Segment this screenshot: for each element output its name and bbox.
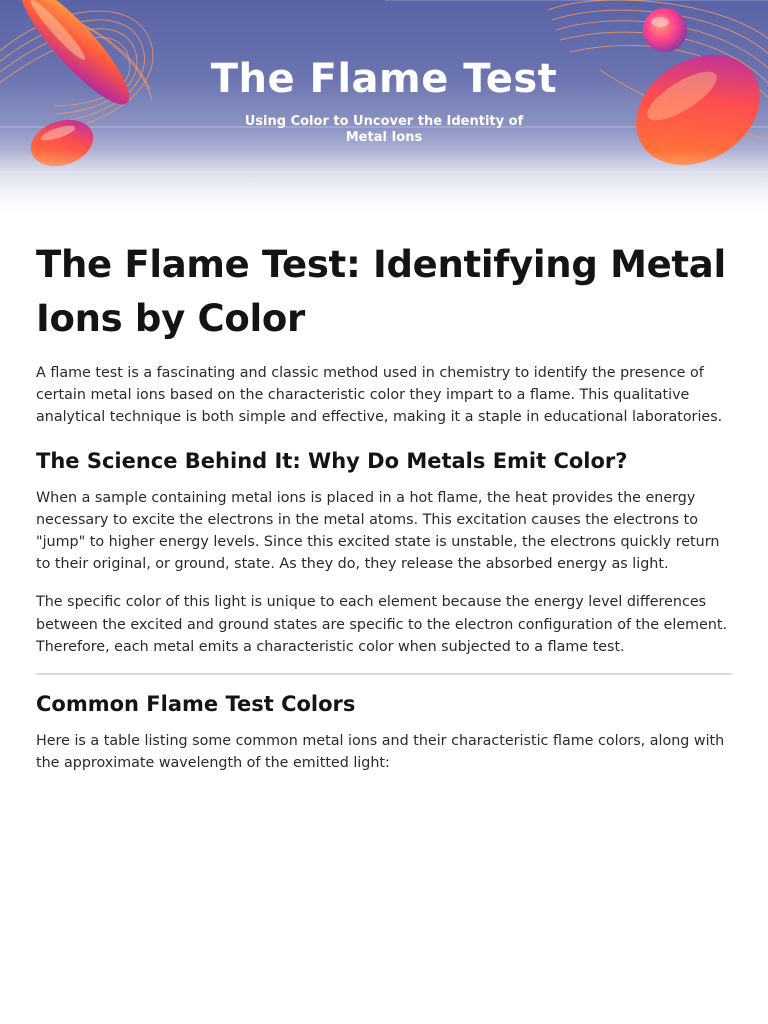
science-paragraph-1: When a sample containing metal ions is placed in a hot flame, the heat provides the energy necessary to excite the electrons in the metal atoms. This excitation causes the electrons to "jump" to higher energy levels. Since this excited state is unstable, the electrons quickly return to their original, or ground, state. As they do, they release the absorbed energy as light. [36, 489, 720, 573]
science-paragraph-2: The specific color of this light is unique to each element because the energy level differences between the excited and ground states are specific to the electron configuration of the element. Therefore, each metal emits a characteristic color when subjected to a flame test. [36, 594, 728, 655]
article-title: The Flame Test: Identifying Metal Ions by Color [36, 243, 726, 340]
hero-banner [0, 0, 768, 220]
hero-title: The Flame Test [210, 56, 558, 102]
sphere-shape-right [643, 8, 687, 52]
intro-paragraph: A flame test is a fascinating and classic method used in chemistry to identify the presence of certain metal ions based on the characteristic color they impart to a flame. This qualitative analytical technique is both simple and effective, making it a staple in educational laboratories. [36, 365, 723, 426]
hero-decoration [0, 0, 768, 220]
section-heading-science: The Science Behind It: Why Do Metals Emit Color? [36, 448, 628, 473]
section-divider [36, 673, 732, 675]
hero-subtitle: Using Color to Uncover the Identity of Metal Ions [244, 114, 524, 145]
article-body [36, 238, 732, 774]
colors-intro-paragraph: Here is a table listing some common metal ions and their characteristic flame colors, along with the approximate wavelength of the emitted light: [36, 733, 725, 772]
section-heading-colors: Common Flame Test Colors [36, 692, 356, 717]
